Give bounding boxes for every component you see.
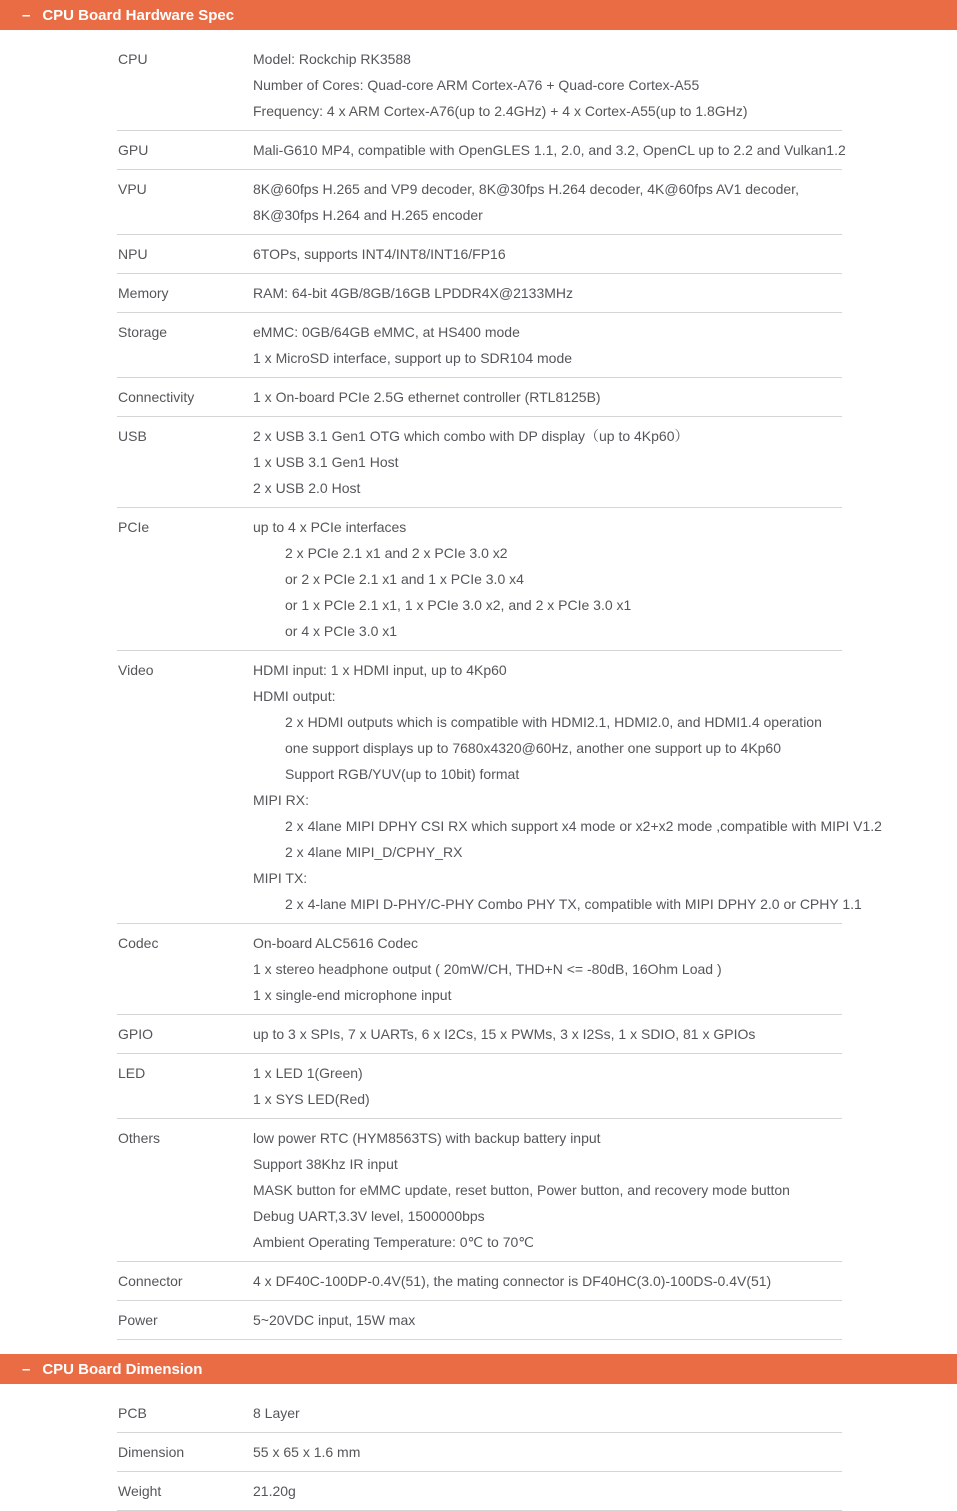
spec-value-line: 2 x USB 3.1 Gen1 OTG which combo with DP display（up to 4Kp60）	[253, 428, 689, 444]
spec-value-line: Mali-G610 MP4, compatible with OpenGLES 1.1, 2.0, and 3.2, OpenCL up to 2.2 and Vulkan1.2	[253, 142, 846, 158]
spec-value-line: 8K@60fps H.265 and VP9 decoder, 8K@30fps H.264 decoder, 4K@60fps AV1 decoder,	[253, 181, 799, 197]
spec-row-others	[117, 1119, 842, 1262]
spec-values	[253, 423, 842, 501]
spec-value-line: MIPI TX:	[253, 870, 308, 886]
spec-row-cpu	[117, 40, 842, 131]
spec-value-line: or 2 x PCIe 2.1 x1 and 1 x PCIe 3.0 x4	[285, 571, 524, 587]
spec-label: Power	[118, 1312, 158, 1328]
spec-value-line: Support RGB/YUV(up to 10bit) format	[285, 766, 520, 782]
spec-label: GPIO	[118, 1026, 154, 1042]
spec-values	[253, 137, 846, 163]
spec-value-line: up to 4 x PCIe interfaces	[253, 519, 407, 535]
section-title-dimension: CPU Board Dimension	[42, 1360, 203, 1378]
spec-values	[253, 319, 842, 371]
section-title-hardware-spec: CPU Board Hardware Spec	[42, 6, 235, 24]
spec-value-line: Model: Rockchip RK3588	[253, 51, 411, 67]
spec-row-npu	[117, 235, 842, 274]
spec-label: LED	[118, 1065, 146, 1081]
spec-row-gpu	[117, 131, 846, 170]
spec-value-line: On-board ALC5616 Codec	[253, 935, 418, 951]
spec-label: Dimension	[118, 1444, 185, 1460]
spec-values	[253, 514, 842, 644]
spec-row-power	[117, 1301, 842, 1340]
spec-value-line: 1 x LED 1(Green)	[253, 1065, 363, 1081]
spec-row-connector	[117, 1262, 842, 1301]
spec-label: NPU	[118, 246, 148, 262]
spec-values	[253, 176, 842, 228]
spec-values	[253, 1268, 842, 1294]
spec-label: Memory	[118, 285, 169, 301]
spec-value-line: or 1 x PCIe 2.1 x1, 1 x PCIe 3.0 x2, and 2 x PCIe 3.0 x1	[285, 597, 632, 613]
spec-value-line: Debug UART,3.3V level, 1500000bps	[253, 1208, 485, 1224]
spec-value-line: 1 x On-board PCIe 2.5G ethernet controller (RTL8125B)	[253, 389, 601, 405]
spec-label: PCIe	[118, 519, 150, 535]
spec-value-line: 5~20VDC input, 15W max	[253, 1312, 416, 1328]
spec-value-line: HDMI input: 1 x HDMI input, up to 4Kp60	[253, 662, 507, 678]
spec-value-line: MASK button for eMMC update, reset button, Power button, and recovery mode button	[253, 1182, 790, 1198]
spec-value-line: up to 3 x SPIs, 7 x UARTs, 6 x I2Cs, 15 x PWMs, 3 x I2Ss, 1 x SDIO, 81 x GPIOs	[253, 1026, 756, 1042]
spec-values	[253, 46, 842, 124]
spec-value-line: RAM: 64-bit 4GB/8GB/16GB LPDDR4X@2133MHz	[253, 285, 574, 301]
spec-value-line: 2 x USB 2.0 Host	[253, 480, 361, 496]
spec-row-vpu	[117, 170, 842, 235]
spec-label: Video	[118, 662, 154, 678]
spec-value-line: one support displays up to 7680x4320@60Hz, another one support up to 4Kp60	[285, 740, 782, 756]
spec-value-line: 1 x USB 3.1 Gen1 Host	[253, 454, 399, 470]
spec-row-pcie	[117, 508, 842, 651]
spec-value-line: Number of Cores: Quad-core ARM Cortex-A76 + Quad-core Cortex-A55	[253, 77, 700, 93]
spec-value-line: 2 x PCIe 2.1 x1 and 2 x PCIe 3.0 x2	[285, 545, 508, 561]
spec-values	[253, 1478, 842, 1504]
collapse-dash-icon: –	[22, 1360, 31, 1378]
spec-value-line: or 4 x PCIe 3.0 x1	[285, 623, 398, 639]
spec-row-pcb	[117, 1394, 842, 1433]
dimension-spec-table	[117, 1394, 842, 1511]
spec-values	[253, 241, 842, 267]
spec-value-line: low power RTC (HYM8563TS) with backup battery input	[253, 1130, 601, 1146]
spec-value-line: Frequency: 4 x ARM Cortex-A76(up to 2.4GHz) + 4 x Cortex-A55(up to 1.8GHz)	[253, 103, 748, 119]
spec-label: PCB	[118, 1405, 147, 1421]
spec-row-video	[117, 651, 882, 924]
spec-row-led	[117, 1054, 842, 1119]
spec-label: GPU	[118, 142, 149, 158]
spec-values	[253, 280, 842, 306]
spec-value-line: 1 x MicroSD interface, support up to SDR104 mode	[253, 350, 573, 366]
spec-label: Weight	[118, 1483, 162, 1499]
spec-values	[253, 930, 842, 1008]
section-header-dimension[interactable]	[0, 1354, 957, 1384]
spec-value-line: 8 Layer	[253, 1405, 300, 1421]
spec-values	[253, 1400, 842, 1426]
spec-values	[253, 384, 842, 410]
spec-value-line: 2 x 4lane MIPI DPHY CSI RX which support x4 mode or x2+x2 mode ,compatible with MIPI V1.2	[285, 818, 882, 834]
spec-value-line: 4 x DF40C-100DP-0.4V(51), the mating connector is DF40HC(3.0)-100DS-0.4V(51)	[253, 1273, 772, 1289]
spec-value-line: Ambient Operating Temperature: 0℃ to 70℃	[253, 1234, 534, 1250]
spec-value-line: 55 x 65 x 1.6 mm	[253, 1444, 361, 1460]
spec-value-line: 21.20g	[253, 1483, 296, 1499]
spec-row-gpio	[117, 1015, 842, 1054]
spec-label: Codec	[118, 935, 159, 951]
spec-value-line: Support 38Khz IR input	[253, 1156, 398, 1172]
spec-label: CPU	[118, 51, 148, 67]
spec-row-weight	[117, 1472, 842, 1511]
hardware-spec-table	[117, 40, 882, 1340]
collapse-dash-icon: –	[22, 6, 31, 24]
spec-row-codec	[117, 924, 842, 1015]
spec-label: VPU	[118, 181, 147, 197]
spec-values	[253, 1060, 842, 1112]
spec-row-storage	[117, 313, 842, 378]
spec-label: Connectivity	[118, 389, 195, 405]
spec-value-line: 2 x 4-lane MIPI D-PHY/C-PHY Combo PHY TX, compatible with MIPI DPHY 2.0 or CPHY 1.1	[285, 896, 862, 912]
spec-value-line: 6TOPs, supports INT4/INT8/INT16/FP16	[253, 246, 506, 262]
spec-value-line: 8K@30fps H.264 and H.265 encoder	[253, 207, 483, 223]
spec-label: Connector	[118, 1273, 183, 1289]
spec-values	[253, 1439, 842, 1465]
spec-value-line: 1 x stereo headphone output ( 20mW/CH, THD+N <= -80dB, 16Ohm Load )	[253, 961, 722, 977]
spec-values	[253, 1125, 842, 1255]
spec-value-line: eMMC: 0GB/64GB eMMC, at HS400 mode	[253, 324, 520, 340]
spec-values	[253, 1021, 842, 1047]
spec-value-line: 2 x 4lane MIPI_D/CPHY_RX	[285, 844, 463, 860]
section-header-hardware-spec[interactable]	[0, 0, 957, 30]
spec-values	[253, 1307, 842, 1333]
spec-row-usb	[117, 417, 842, 508]
spec-values	[253, 657, 882, 917]
spec-value-line: HDMI output:	[253, 688, 336, 704]
spec-label: Others	[118, 1130, 161, 1146]
spec-value-line: 1 x single-end microphone input	[253, 987, 452, 1003]
spec-value-line: MIPI RX:	[253, 792, 310, 808]
spec-row-dimension	[117, 1433, 842, 1472]
spec-row-memory	[117, 274, 842, 313]
spec-label: Storage	[118, 324, 168, 340]
spec-value-line: 1 x SYS LED(Red)	[253, 1091, 370, 1107]
spec-value-line: 2 x HDMI outputs which is compatible with HDMI2.1, HDMI2.0, and HDMI1.4 operation	[285, 714, 822, 730]
spec-label: USB	[118, 428, 147, 444]
spec-row-connectivity	[117, 378, 842, 417]
